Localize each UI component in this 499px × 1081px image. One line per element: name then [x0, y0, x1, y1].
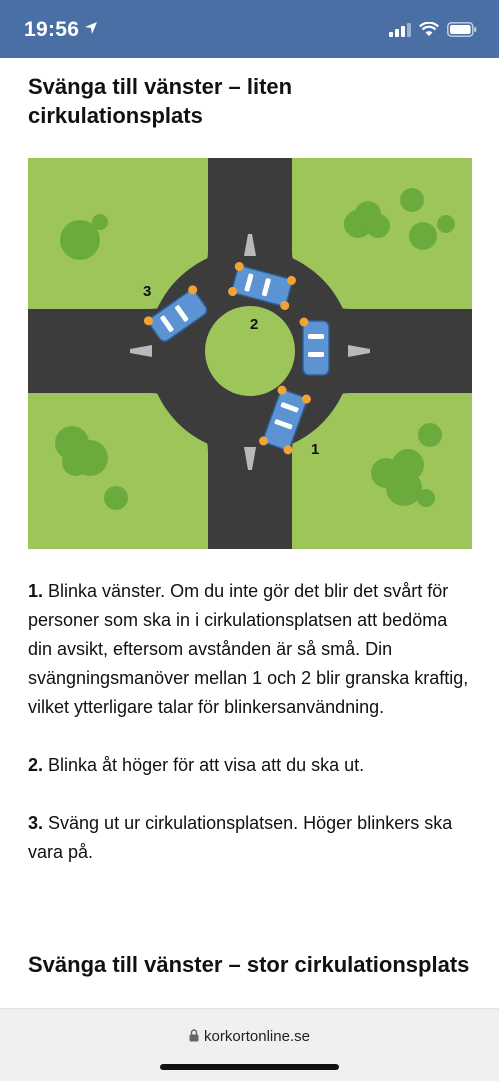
section-title-large-roundabout: Svänga till vänster – stor cirkulationsplats	[28, 952, 470, 977]
url-display[interactable]	[0, 1028, 499, 1045]
roundabout-illustration	[28, 158, 472, 549]
status-icons	[389, 22, 477, 37]
lock-icon	[189, 1029, 199, 1042]
step-number: 3.	[28, 813, 44, 833]
step-text: Sväng ut ur cirkulationsplatsen. Höger blinkers ska vara på.	[28, 813, 453, 862]
step-text: Blinka åt höger för att visa att du ska ut.	[43, 755, 365, 775]
diagram-label-1: 1	[311, 441, 320, 458]
wifi-icon	[419, 22, 439, 37]
article-content	[28, 72, 473, 130]
step-text: Blinka vänster. Om du inte gör det blir det svårt för personer som ska in i cirkulationsplatsen att bedöma din avsikt, eftersom avstånden är så små. Din svängningsmanöver mellan 1 och 2 blir granska kraftig, vilket ytterligare talar för blinkersanvändning.	[28, 581, 469, 717]
diagram-label-3: 3	[143, 283, 152, 300]
step-list	[28, 577, 473, 896]
home-indicator	[160, 1064, 339, 1070]
cellular-signal-icon	[389, 23, 411, 37]
status-time: 19:56	[24, 18, 80, 41]
section-title-small-roundabout: Svänga till vänster – liten cirkulationsplats	[28, 74, 293, 128]
step-number: 1.	[28, 581, 44, 601]
diagram-label-2: 2	[250, 316, 259, 333]
car-position-1b	[300, 318, 330, 376]
url-text: korkortonline.se	[204, 1028, 310, 1045]
battery-icon	[447, 22, 477, 37]
location-arrow-icon	[84, 21, 98, 35]
step-2	[28, 751, 473, 780]
browser-address-bar[interactable]	[0, 1008, 499, 1081]
step-1	[28, 577, 473, 722]
status-bar	[0, 0, 499, 58]
step-number: 2.	[28, 755, 44, 775]
step-3	[28, 809, 473, 867]
